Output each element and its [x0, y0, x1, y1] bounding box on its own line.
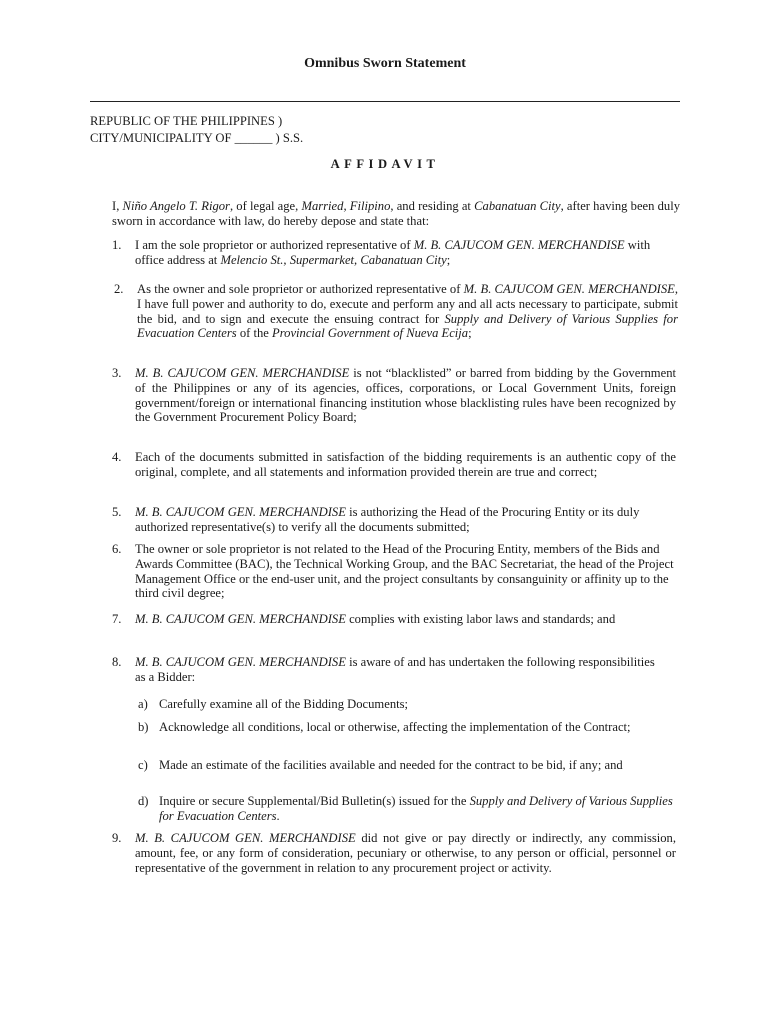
item-text: M. B. CAJUCOM GEN. MERCHANDISE complies with existing labor laws and standards; and: [135, 612, 616, 626]
sub-item-text: Carefully examine all of the Bidding Documents;: [159, 697, 409, 711]
company-name: M. B. CAJUCOM GEN. MERCHANDISE: [135, 366, 350, 380]
item-number: 5.: [112, 505, 122, 519]
item-number: 8.: [112, 655, 122, 669]
venue-line-1: REPUBLIC OF THE PHILIPPINES ): [90, 114, 283, 128]
company-name: M. B. CAJUCOM GEN. MERCHANDISE: [135, 655, 346, 669]
list-item: [114, 282, 678, 341]
sub-list-item: [138, 794, 679, 824]
sub-item-letter: d): [138, 794, 149, 808]
residence-city: Cabanatuan City: [474, 199, 561, 213]
item-text: The owner or sole proprietor is not related to the Head of the Procuring Entity, members of the Bids and Awards Committee (BAC), the Technical Working Group, and the BAC Secretariat, the head of the Project Management Office or the end-user unit, and the project consultants by consanguinity or affinity up to the third civil degree;: [135, 542, 674, 601]
procuring-entity: Provincial Government of Nueva Ecija: [272, 326, 469, 341]
intro-paragraph: I, Niño Angelo T. Rigor, of legal age, Married, Filipino, and residing at Cabanatuan City, after having been duly sworn in accordance with law, do hereby depose and state that:: [112, 199, 681, 228]
sub-list-item: [138, 758, 664, 773]
company-name: M. B. CAJUCOM GEN. MERCHANDISE: [135, 505, 346, 519]
sub-item-letter: c): [138, 758, 148, 772]
item-number: 9.: [112, 831, 122, 845]
sub-item-text: Inquire or secure Supplemental/Bid Bulletin(s) issued for the Supply and Delivery of Various Supplies for Evacuation Centers.: [159, 794, 673, 823]
item-text: M. B. CAJUCOM GEN. MERCHANDISE is authorizing the Head of the Procuring Entity or its duly authorized representative(s) to verify all the documents submitted;: [135, 505, 640, 534]
company-name: M. B. CAJUCOM GEN. MERCHANDISE: [135, 831, 356, 845]
item-number: 1.: [112, 238, 122, 252]
list-item: [112, 366, 676, 425]
sub-item-letter: a): [138, 697, 148, 711]
affiant-name: Niño Angelo T. Rigor: [122, 199, 230, 213]
item-number: 7.: [112, 612, 122, 626]
list-item: [112, 612, 635, 627]
office-address: Melencio St., Supermarket, Cabanatuan City: [220, 252, 447, 267]
list-item: [112, 505, 676, 535]
item-text: I am the sole proprietor or authorized representative of M. B. CAJUCOM GEN. MERCHANDISE with office address at Melencio St., Supermarket, Cabanatuan City;: [135, 238, 651, 267]
item-number: 3.: [112, 366, 122, 380]
venue-line-2: CITY/MUNICIPALITY OF ______ ) S.S.: [90, 131, 304, 145]
item-text: As the owner and sole proprietor or authorized representative of M. B. CAJUCOM GEN. MERCHANDISE, I have full power and authority to do, execute and perform any and all acts necessary to participate, submit the bid, and to sign and execute the ensuing contract for Supply and Delivery of Various Supplies for Evacuation Centers of the Provincial Government of Nueva Ecija;: [137, 282, 678, 341]
item-text: M. B. CAJUCOM GEN. MERCHANDISE is not “blacklisted” or barred from bidding by the Government of the Philippines or any of its agencies, offices, corporations, or Local Government Units, foreign government/foreign or international financing institution whose blacklisting rules have been recognized by the Government Procurement Policy Board;: [135, 366, 676, 425]
item-number: 4.: [112, 450, 122, 464]
sub-item-text: Made an estimate of the facilities available and needed for the contract to be bid, if any; and: [159, 758, 623, 772]
list-item: [112, 542, 676, 601]
document-title: Omnibus Sworn Statement: [304, 56, 466, 71]
sub-list-item: [138, 720, 679, 735]
item-text: M. B. CAJUCOM GEN. MERCHANDISE is aware of and has undertaken the following responsibilities as a Bidder:: [135, 655, 655, 684]
civil-status: Married, Filipino: [301, 199, 391, 213]
sub-list-item: [138, 697, 679, 712]
company-name: M. B. CAJUCOM GEN. MERCHANDISE: [135, 612, 346, 626]
item-text: M. B. CAJUCOM GEN. MERCHANDISE did not give or pay directly or indirectly, any commission, amount, fee, or any form of consideration, pecuniary or otherwise, to any person or official, personnel or representative of the government in relation to any procurement project or activity.: [135, 831, 676, 875]
project-name: Supply and Delivery of Various Supplies for Evacuation Centers: [137, 311, 678, 341]
project-name: Supply and Delivery of Various Supplies for Evacuation Centers: [159, 794, 673, 823]
sub-item-text: Acknowledge all conditions, local or otherwise, affecting the implementation of the Contract;: [159, 720, 631, 734]
company-name: M. B. CAJUCOM GEN. MERCHANDISE: [463, 282, 675, 296]
item-text: Each of the documents submitted in satisfaction of the bidding requirements is an authentic copy of the original, complete, and all statements and information provided therein are true and correct;: [135, 450, 676, 479]
list-item: [112, 655, 665, 685]
sub-item-letter: b): [138, 720, 149, 734]
list-item: [112, 831, 676, 875]
list-item: [112, 450, 676, 480]
list-item: [112, 238, 676, 268]
affidavit-heading: AFFIDAVIT: [330, 157, 440, 171]
company-name: M. B. CAJUCOM GEN. MERCHANDISE: [413, 238, 625, 252]
item-number: 2.: [114, 282, 124, 296]
title-rule: [90, 101, 680, 102]
item-number: 6.: [112, 542, 122, 556]
